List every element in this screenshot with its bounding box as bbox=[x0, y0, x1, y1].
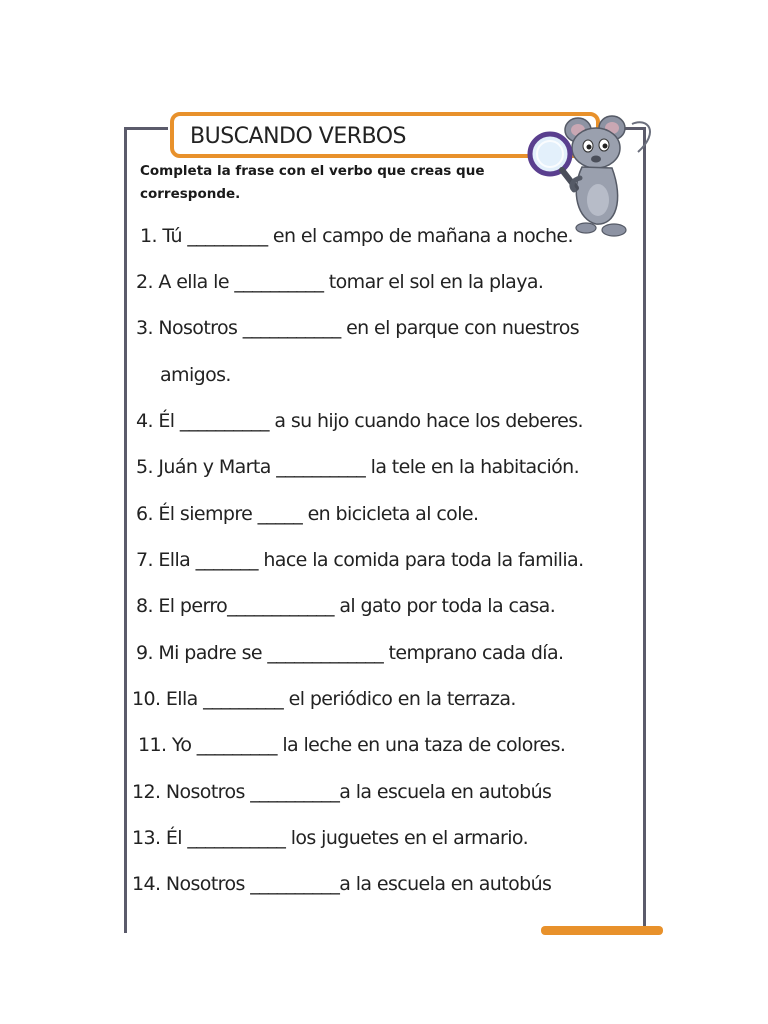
sentence-13: 13. Él ___________ los juguetes en el armario. bbox=[132, 827, 529, 849]
sentence-4: 4. Él __________ a su hijo cuando hace los deberes. bbox=[136, 410, 583, 432]
sentence-8: 8. El perro____________ al gato por toda la casa. bbox=[136, 595, 556, 617]
worksheet-title: BUSCANDO VERBOS bbox=[190, 124, 407, 149]
instructions-text: Completa la frase con el verbo que creas que corresponde. bbox=[140, 163, 485, 202]
sentence-3: 3. Nosotros ___________ en el parque con nuestros bbox=[136, 317, 580, 339]
sentence-11: 11. Yo _________ la leche en una taza de colores. bbox=[138, 734, 566, 756]
sentence-12: 12. Nosotros __________a la escuela en autobús bbox=[132, 781, 552, 803]
frame-left-border bbox=[124, 127, 127, 933]
sentence-5: 5. Juán y Marta __________ la tele en la habitación. bbox=[136, 456, 580, 478]
frame-top-border bbox=[124, 127, 168, 130]
footer-accent-bar bbox=[541, 926, 663, 935]
sentence-9: 9. Mi padre se _____________ temprano cada día. bbox=[136, 642, 564, 664]
sentence-7: 7. Ella _______ hace la comida para toda la familia. bbox=[136, 549, 584, 571]
sentence-3-continued: amigos. bbox=[160, 364, 231, 386]
frame-right-border bbox=[643, 127, 646, 927]
sentence-10: 10. Ella _________ el periódico en la terraza. bbox=[132, 688, 516, 710]
sentence-2: 2. A ella le __________ tomar el sol en la playa. bbox=[136, 271, 544, 293]
sentence-1: 1. Tú _________ en el campo de mañana a noche. bbox=[140, 225, 573, 247]
sentence-6: 6. Él siempre _____ en bicicleta al cole. bbox=[136, 503, 479, 525]
sentence-14: 14. Nosotros __________a la escuela en autobús bbox=[132, 873, 552, 895]
